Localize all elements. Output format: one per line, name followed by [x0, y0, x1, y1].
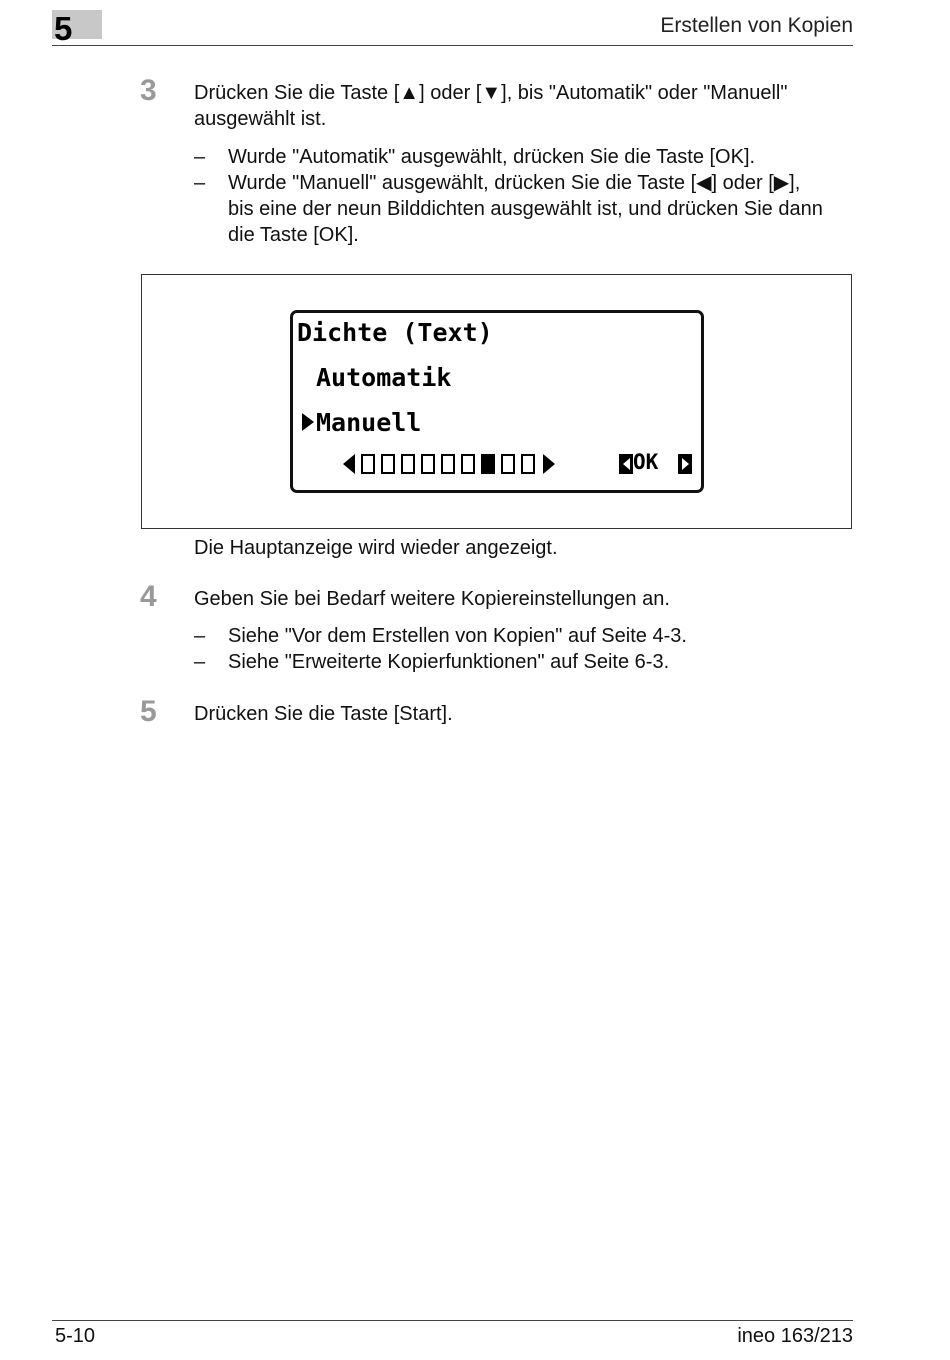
density-right-arrow-icon	[543, 454, 555, 474]
density-segment	[361, 454, 375, 474]
bullet-dash: –	[194, 625, 206, 647]
step-3-text	[194, 80, 854, 132]
bullet-text: Siehe "Erweiterte Kopierfunktionen" auf Seite 6-3.	[228, 651, 670, 673]
lcd-cursor-icon	[302, 413, 314, 431]
header-rule	[52, 45, 853, 46]
bullet-text-line: Wurde "Manuell" ausgewählt, drücken Sie die Taste [◀] oder [▶],	[228, 172, 801, 194]
step-number-4: 4	[140, 580, 157, 613]
chapter-number: 5	[54, 10, 73, 47]
density-segment	[521, 454, 535, 474]
bullet-text: Siehe "Vor dem Erstellen von Kopien" auf Seite 4-3.	[228, 625, 687, 647]
density-segment	[481, 454, 495, 474]
lcd-title: Dichte (Text)	[297, 318, 493, 347]
density-segment	[461, 454, 475, 474]
step-3-result-text: Die Hauptanzeige wird wieder angezeigt.	[194, 537, 558, 559]
density-segment	[381, 454, 395, 474]
ok-left-arrow-icon	[619, 454, 633, 474]
density-segment	[501, 454, 515, 474]
lcd-option-manuell: Manuell	[316, 408, 422, 437]
bullet-text-line: die Taste [OK].	[228, 224, 359, 246]
product-name: ineo 163/213	[737, 1325, 853, 1347]
density-left-arrow-icon	[343, 454, 355, 474]
footer-rule	[52, 1320, 853, 1321]
bullet-dash: –	[194, 172, 206, 194]
step-3-line-1: Drücken Sie die Taste [▲] oder [▼], bis "Automatik" oder "Manuell"	[194, 82, 788, 104]
lcd-ok-label: OK	[633, 450, 659, 474]
density-segment	[441, 454, 455, 474]
lcd-option-automatik: Automatik	[316, 363, 452, 392]
bullet-text-line: bis eine der neun Bilddichten ausgewählt ist, und drücken Sie dann	[228, 198, 823, 220]
ok-right-arrow-icon	[678, 454, 692, 474]
bullet-text: Wurde "Automatik" ausgewählt, drücken Sie die Taste [OK].	[228, 146, 756, 168]
step-5-text: Drücken Sie die Taste [Start].	[194, 703, 453, 725]
step-number-5: 5	[140, 695, 157, 728]
page-number: 5-10	[55, 1325, 96, 1347]
step-number-3: 3	[140, 74, 157, 107]
step-4-text: Geben Sie bei Bedarf weitere Kopiereinstellungen an.	[194, 588, 670, 610]
bullet-dash: –	[194, 146, 206, 168]
step-3-bullet-2	[194, 170, 854, 248]
bullet-dash: –	[194, 651, 206, 673]
step-3-line-2: ausgewählt ist.	[194, 108, 327, 130]
density-segment	[421, 454, 435, 474]
bullet-text	[228, 170, 854, 248]
header-title: Erstellen von Kopien	[660, 14, 853, 37]
density-segment	[401, 454, 415, 474]
